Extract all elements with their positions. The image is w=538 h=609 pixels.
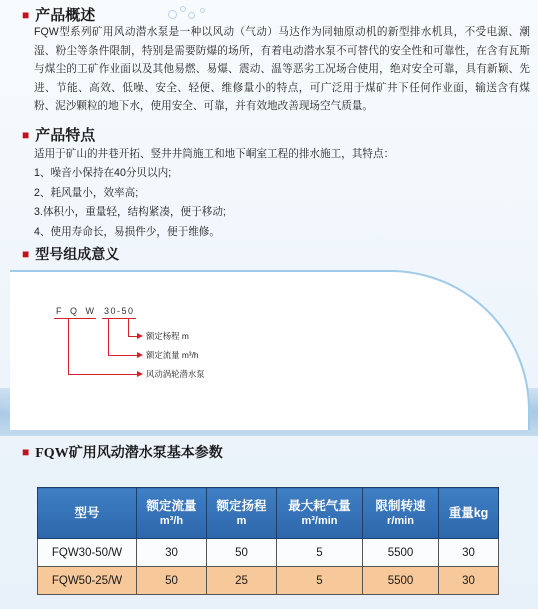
overview-paragraph: FQW型系列矿用风动潜水泵是一种以风动（气动）马达作为同轴原动机的新型排水机具，不受电源、潮湿、粉尘等条件限制，特别是需要防爆的场所，有着电动潜水泵不可替代的安全性和可靠性，在含有瓦斯与煤尘的工矿作业面以及其他易燃、易爆、震动、温等恶劣工况场合使用，绝对安全可靠，具有新颖、先进、节能、高效、低噪、安全、轻便、维修量小的特点，可广泛用于煤矿井下任何作业面，输送含有煤粉、泥沙颗粒的地下水，使用安全、可靠，并有效地改善现场空气质量。 (34, 26, 530, 113)
head-connector (128, 318, 129, 336)
header-flow-text: 额定流量 (146, 498, 197, 513)
header-weight (439, 488, 499, 539)
header-flow (137, 488, 207, 539)
cell-air: 5 (277, 539, 363, 567)
model-title-text: 型号组成意义 (35, 248, 120, 263)
header-head (207, 488, 277, 539)
cell-flow: 30 (137, 539, 207, 567)
prefix-underline (54, 318, 96, 319)
header-air-unit: m³/min (301, 514, 338, 527)
cell-flow: 50 (137, 567, 207, 595)
square-bullet-icon: ■ (22, 127, 30, 142)
header-air-text: 最大耗气量 (288, 498, 351, 513)
flow-connector-h (108, 355, 138, 356)
table-row (38, 539, 499, 567)
arrow-right-icon (137, 333, 143, 339)
cell-head: 50 (207, 539, 277, 567)
overview-title-text: 产品概述 (35, 8, 96, 24)
model-panel (10, 270, 530, 430)
label-pump-type: 风动涡轮潜水泵 (146, 369, 205, 379)
flow-connector (108, 318, 109, 355)
header-speed-unit: r/min (387, 514, 414, 527)
header-speed (363, 488, 439, 539)
cell-weight: 30 (439, 539, 499, 567)
features-list (34, 145, 394, 242)
params-table (37, 487, 499, 595)
table-row (38, 567, 499, 595)
square-bullet-icon: ■ (22, 247, 30, 261)
type-connector-h (68, 374, 138, 375)
model-code-suffix: 30-50 (104, 306, 135, 316)
cell-air: 5 (277, 567, 363, 595)
header-model (38, 488, 137, 539)
header-head-text: 额定扬程 (216, 498, 267, 513)
header-flow-unit: m³/h (159, 514, 184, 527)
square-bullet-icon: ■ (22, 7, 30, 22)
cell-head: 25 (207, 567, 277, 595)
type-connector (68, 318, 69, 374)
label-rated-head: 额定杨程 m (146, 331, 189, 341)
params-title-text: FQW矿用风动潜水泵基本参数 (35, 446, 223, 461)
feature-item: 1、噪音小保持在40分贝以内; (34, 167, 172, 180)
arrow-right-icon (137, 352, 143, 358)
cell-speed: 5500 (363, 539, 439, 567)
model-title (22, 244, 119, 264)
header-speed-text: 限制转速 (375, 498, 426, 513)
cell-model: FQW50-25/W (38, 567, 137, 595)
square-bullet-icon: ■ (22, 445, 30, 459)
header-air (277, 488, 363, 539)
header-head-unit: m (236, 514, 247, 527)
params-title (22, 442, 223, 462)
label-rated-flow: 额定流量 m³/h (146, 350, 199, 360)
features-title (22, 124, 95, 145)
table-header-row (38, 488, 499, 539)
header-model-text: 型号 (74, 505, 100, 520)
feature-item: 4、使用寿命长，易损件少，便于维修。 (34, 225, 220, 238)
cell-weight: 30 (439, 567, 499, 595)
overview-title (22, 4, 95, 25)
header-weight-text: 重量kg (448, 505, 489, 520)
arrow-right-icon (137, 371, 143, 377)
features-intro: 适用于矿山的井巷开拓、竖井井筒施工和地下峒室工程的排水施工，其特点： (34, 148, 395, 160)
feature-item: 2、耗风量小，效率高; (34, 186, 139, 199)
cell-speed: 5500 (363, 567, 439, 595)
feature-item: 3.体积小，重量轻，结构紧凑，便于移动; (34, 206, 226, 219)
cell-model: FQW30-50/W (38, 539, 137, 567)
features-title-text: 产品特点 (35, 128, 96, 144)
model-code-prefix: F Q W (56, 306, 97, 316)
